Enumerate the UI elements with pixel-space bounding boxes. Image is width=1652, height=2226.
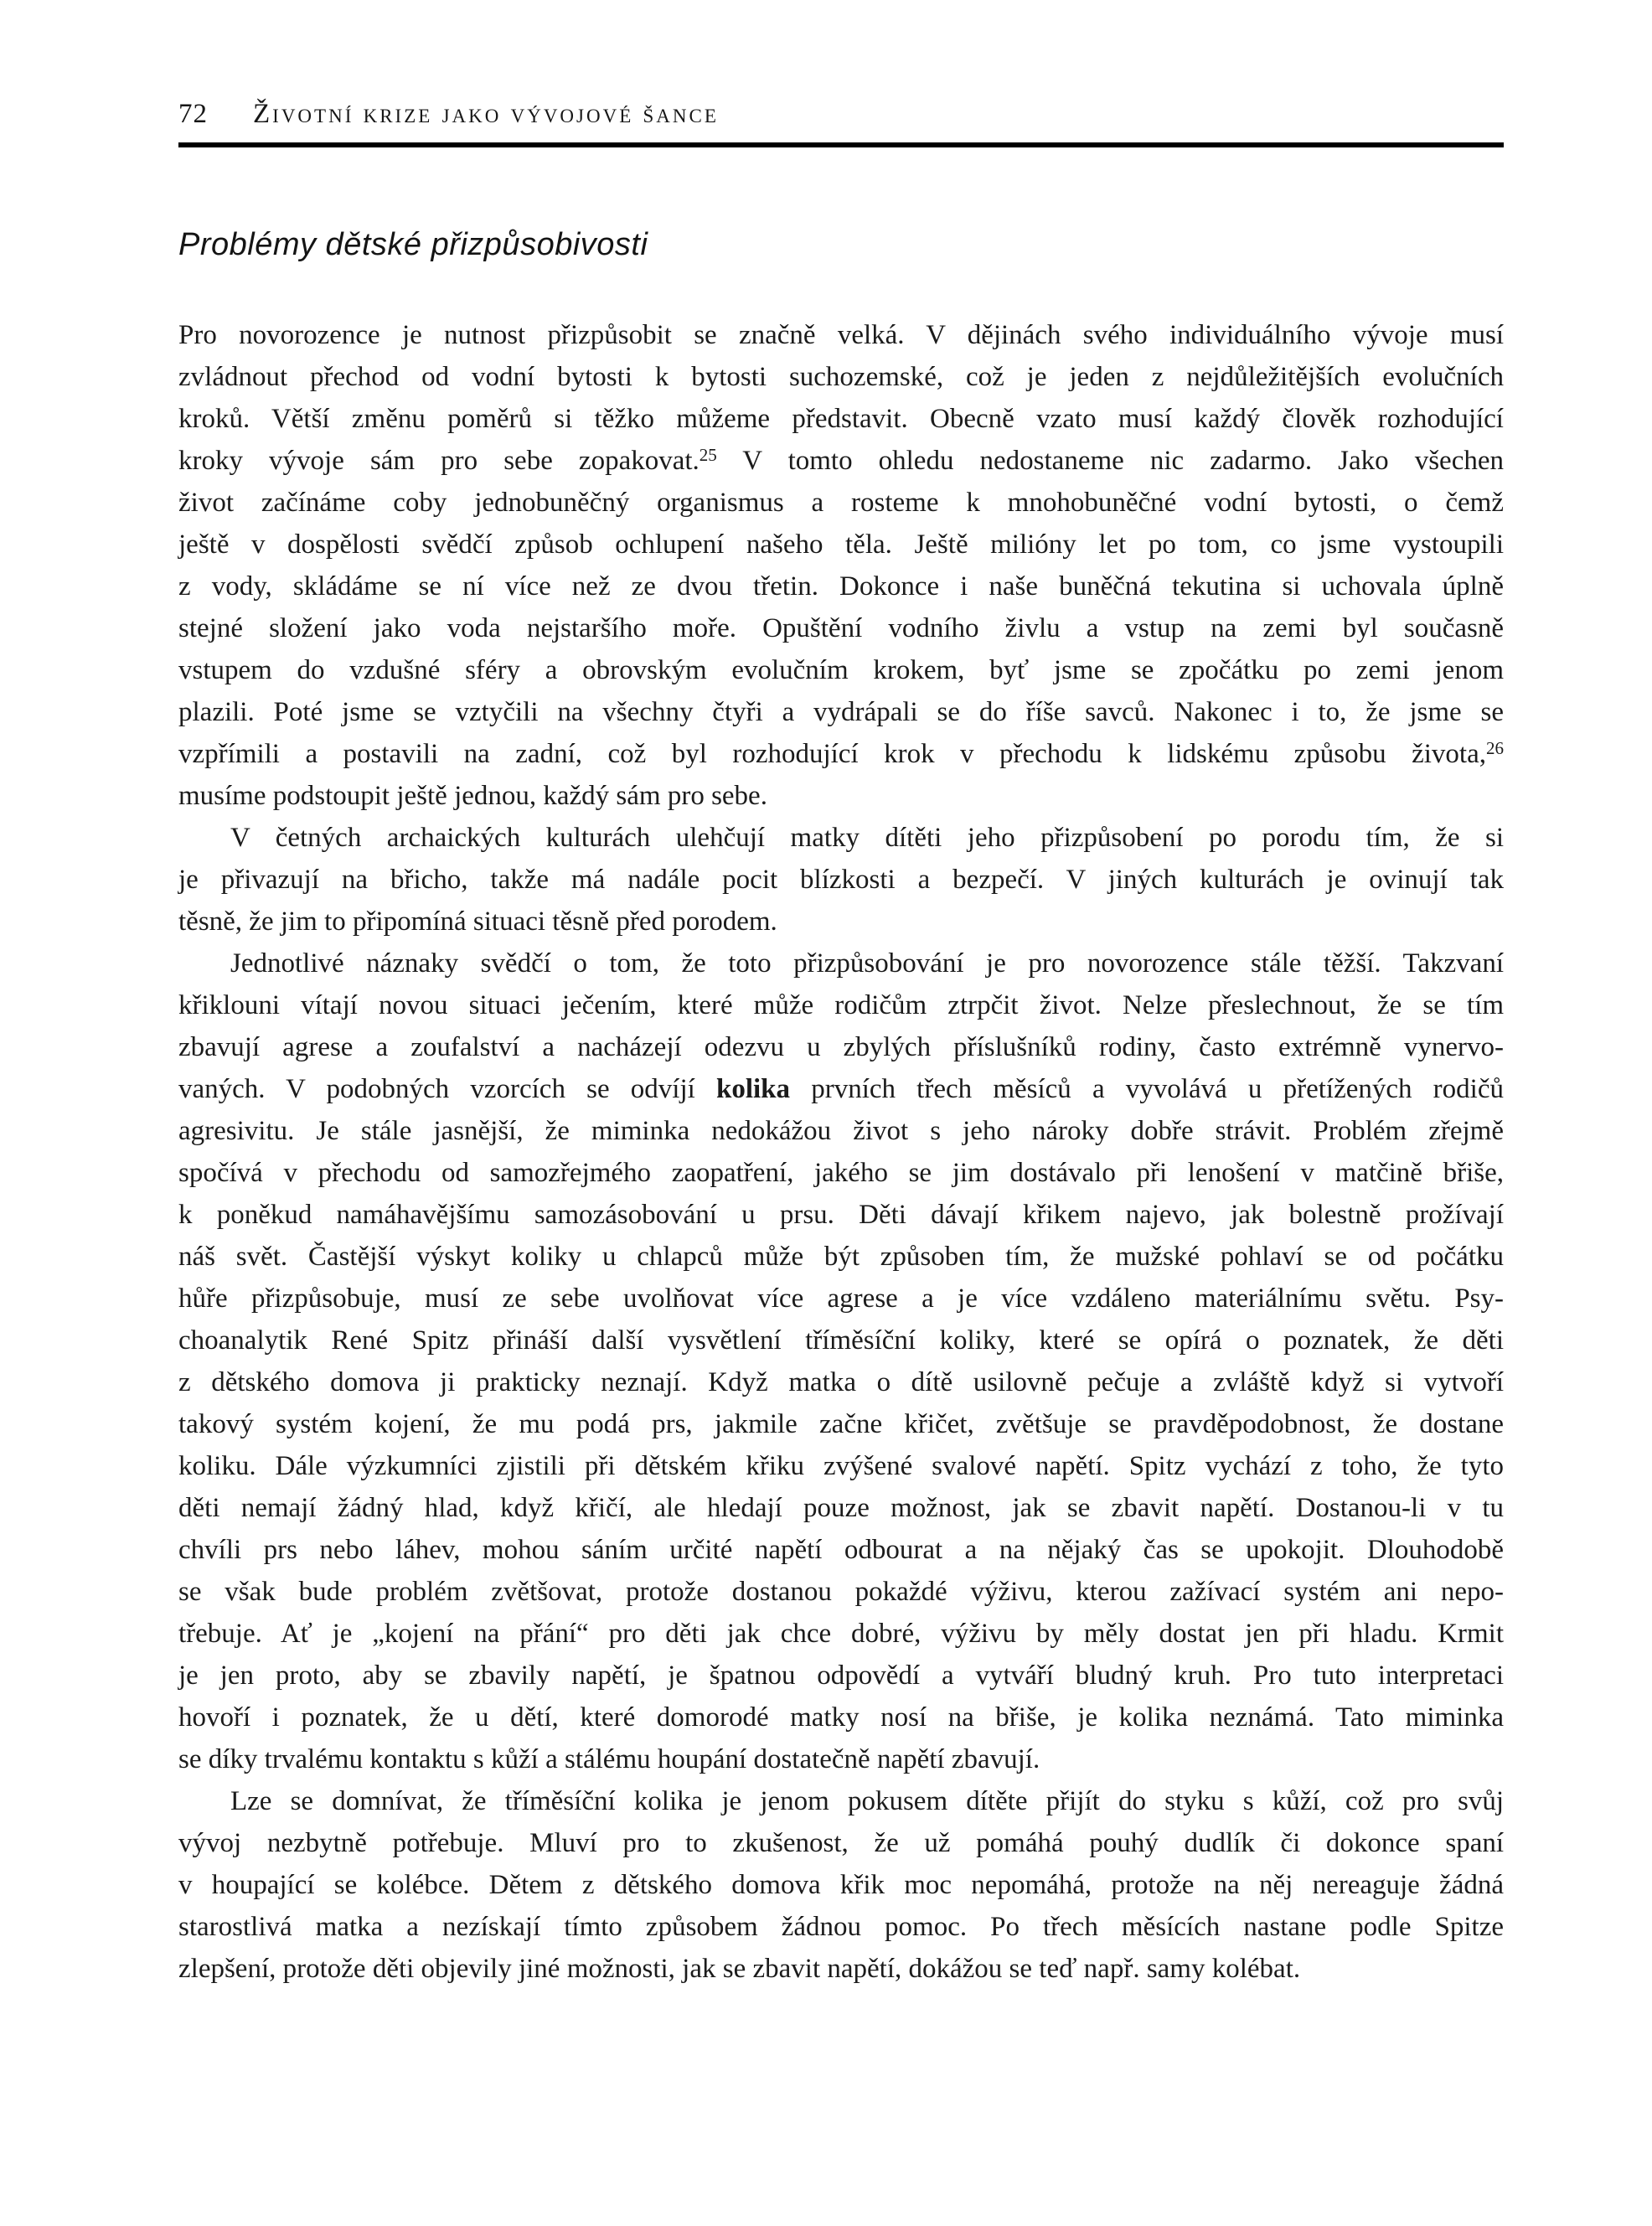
text-run: starostlivá matka a nezískají tímto způsobem žádnou pomoc. Po třech měsících nastane podle Spitze — [178, 1912, 1504, 1942]
paragraph — [178, 943, 1504, 1780]
text-line-content — [178, 1367, 1504, 1397]
text-line — [178, 1152, 1504, 1194]
text-line — [178, 1026, 1504, 1068]
text-line — [178, 1487, 1504, 1529]
text-line-content — [178, 1619, 1504, 1649]
text-line-content — [178, 1200, 1504, 1230]
text-line-content — [178, 990, 1504, 1020]
text-line — [178, 1068, 1504, 1110]
section-title: Problémy dětské přizpůsobivosti — [178, 227, 648, 262]
text-line — [178, 1278, 1504, 1320]
text-line — [178, 1403, 1504, 1445]
text-run: kroků. Větší změnu poměrů si těžko můžeme představit. Obecně vzato musí každý člověk rozhodující — [178, 404, 1504, 434]
text-run: je přivazují na břicho, takže má nadále pocit blízkosti a bezpečí. V jiných kulturách je ovinují tak — [178, 865, 1504, 895]
text-line — [178, 1864, 1504, 1906]
text-run: zvládnout přechod od vodní bytosti k bytosti suchozemské, což je jeden z nejdůležitějších evolučních — [178, 362, 1504, 392]
text-run: spočívá v přechodu od samozřejmého zaopatření, jakého se jim dostávalo při lenošení v matčině břiše, — [178, 1158, 1504, 1188]
body-text — [178, 314, 1504, 1990]
text-line-content — [178, 1283, 1504, 1314]
text-line — [178, 1613, 1504, 1655]
text-run: z vody, skládáme se ní více než ze dvou třetin. Dokonce i naše buněčná tekutina si uchovala úplně — [178, 571, 1504, 602]
text-run: V četných archaických kulturách ulehčují matky dítěti jeho přizpůsobení po porodu tím, že si — [230, 823, 1504, 853]
text-line-content — [178, 1032, 1504, 1062]
text-line-content — [178, 571, 1504, 602]
text-line-content — [178, 1493, 1504, 1523]
text-line-content — [230, 823, 1504, 853]
text-line — [178, 943, 1504, 984]
text-run: děti nemají žádný hlad, když křičí, ale hledají pouze možnost, jak se zbavit napětí. Dostanou-li v tu — [178, 1493, 1504, 1523]
text-line-content — [178, 1744, 1040, 1774]
text-line-content — [178, 697, 1504, 727]
running-title: Životní krize jako vývojové šance — [253, 99, 719, 129]
text-run: V tomto ohledu nedostaneme nic zadarmo. Jako všechen — [716, 446, 1504, 476]
text-run: agresivitu. Je stále jasnější, že miminka nedokážou život s jeho nároky dobře strávit. Problém zřejmě — [178, 1116, 1504, 1146]
bold-term: kolika — [715, 1074, 791, 1104]
text-line-content — [178, 1660, 1504, 1691]
text-run: život začínáme coby jednobuněčný organismus a rosteme k mnohobuněčné vodní bytosti, o čemž — [178, 488, 1504, 518]
text-run: zlepšení, protože děti objevily jiné možnosti, jak se zbavit napětí, dokážou se teď např. samy kolébat. — [178, 1954, 1301, 1984]
text-line-content — [178, 1828, 1504, 1858]
text-line-content — [178, 1451, 1504, 1481]
text-line-content — [178, 1954, 1300, 1984]
text-run: Lze se domnívat, že tříměsíční kolika je jenom pokusem dítěte přijít do styku s kůží, což pro svůj — [230, 1786, 1504, 1816]
text-line — [178, 1110, 1504, 1152]
text-line-content — [178, 320, 1504, 350]
text-line-content — [230, 948, 1504, 979]
text-line — [178, 1655, 1504, 1697]
text-line-content — [178, 1158, 1504, 1188]
text-line-content — [178, 1702, 1504, 1733]
text-line-content — [178, 739, 1504, 769]
text-line-content — [178, 362, 1504, 392]
text-line — [178, 524, 1504, 566]
text-line-content — [178, 488, 1504, 518]
text-line — [178, 398, 1504, 440]
text-line-content — [178, 446, 1504, 476]
page-number: 72 — [178, 99, 208, 129]
text-run: musíme podstoupit ještě jednou, každý sám pro sebe. — [178, 781, 767, 811]
text-line-content — [178, 1409, 1504, 1439]
text-run: chvíli prs nebo láhev, mohou sáním určité napětí odbourat a na nějaký čas se upokojit. Dlouhodobě — [178, 1535, 1504, 1565]
text-line — [178, 1738, 1504, 1780]
text-run: se však bude problém zvětšovat, protože dostanou pokaždé výživu, kterou zažívací systém ani nepo- — [178, 1577, 1504, 1607]
footnote-ref: 25 — [699, 444, 717, 465]
text-line — [178, 1697, 1504, 1738]
text-line-content — [178, 1325, 1504, 1356]
text-line — [178, 733, 1504, 775]
text-line-content — [230, 1786, 1504, 1816]
text-run: plazili. Poté jsme se vztyčili na všechny čtyři a vydrápali se do říše savců. Nakonec i to, že jsme se — [178, 697, 1504, 727]
text-run: stejné složení jako voda nejstaršího moře. Opuštění vodního živlu a vstup na zemi byl současně — [178, 613, 1504, 643]
text-line — [178, 482, 1504, 524]
text-line — [178, 440, 1504, 482]
text-line — [178, 1948, 1504, 1990]
text-line — [178, 859, 1504, 901]
text-line — [178, 775, 1504, 817]
paragraph — [178, 314, 1504, 817]
text-line — [178, 314, 1504, 356]
text-run: vaných. V podobných vzorcích se odvíjí — [178, 1074, 716, 1104]
text-line — [178, 1361, 1504, 1403]
text-run: hovoří i poznatek, že u dětí, které domorodé matky nosí na břiše, je kolika neznámá. Tato miminka — [178, 1702, 1504, 1733]
paragraph — [178, 817, 1504, 943]
text-run: těsně, že jim to připomíná situaci těsně před porodem. — [178, 906, 777, 937]
text-run: je jen proto, aby se zbavily napětí, je špatnou odpovědí a vytváří bludný kruh. Pro tuto interpretaci — [178, 1660, 1504, 1691]
text-run: třebuje. Ať je „kojení na přání“ pro děti jak chce dobré, výživu by měly dostat jen při hladu. Krmit — [178, 1619, 1504, 1649]
text-line — [178, 607, 1504, 649]
text-line — [178, 356, 1504, 398]
text-run: křiklouni vítají novou situaci ječením, které může rodičům ztrpčit život. Nelze přeslechnout, že se tím — [178, 990, 1504, 1020]
text-run: prvních třech měsíců a vyvolává u přetížených rodičů — [790, 1074, 1504, 1104]
header-rule — [178, 142, 1504, 147]
text-line — [178, 1236, 1504, 1278]
text-line — [178, 1320, 1504, 1361]
text-run: koliku. Dále výzkumníci zjistili při dětském křiku zvýšené svalové napětí. Spitz vychází z toho, že tyto — [178, 1451, 1504, 1481]
text-line-content — [178, 404, 1504, 434]
text-run: choanalytik René Spitz přináší další vysvětlení tříměsíční koliky, které se opírá o poznatek, že děti — [178, 1325, 1504, 1356]
text-line — [178, 1194, 1504, 1236]
text-run: náš svět. Častější výskyt koliky u chlapců může být způsoben tím, že mužské pohlaví se od počátku — [178, 1242, 1505, 1272]
text-line-content — [178, 529, 1504, 560]
text-run: Jednotlivé náznaky svědčí o tom, že toto přizpůsobování je pro novorozence stále těžší. Takzvaní — [230, 948, 1504, 979]
text-line — [178, 1571, 1504, 1613]
text-line-content — [178, 1912, 1504, 1942]
text-line — [178, 984, 1504, 1026]
text-line — [178, 1445, 1504, 1487]
text-line-content — [178, 865, 1504, 895]
text-run: ještě v dospělosti svědčí způsob ochlupení našeho těla. Ještě milióny let po tom, co jsme vystoupili — [178, 529, 1504, 560]
text-line — [178, 1780, 1504, 1822]
text-line — [178, 817, 1504, 859]
text-line-content — [178, 1074, 1504, 1104]
text-run: takový systém kojení, že mu podá prs, jakmile začne křičet, zvětšuje se pravděpodobnost, že dostane — [178, 1409, 1504, 1439]
paragraph — [178, 1780, 1504, 1990]
text-line-content — [178, 1577, 1504, 1607]
text-run: Pro novorozence je nutnost přizpůsobit se značně velká. V dějinách svého individuálního vývoje musí — [178, 320, 1504, 350]
footnote-ref: 26 — [1486, 737, 1504, 758]
text-line-content — [178, 1242, 1504, 1272]
text-line-content — [178, 1116, 1504, 1146]
text-run: k poněkud namáhavějšímu samozásobování u prsu. Děti dávají křikem najevo, jak bolestně prožívají — [178, 1200, 1504, 1230]
page-header — [178, 99, 1504, 129]
text-line — [178, 566, 1504, 607]
text-line-content — [178, 781, 767, 811]
text-line-content — [178, 613, 1504, 643]
text-run: z dětského domova ji prakticky neznají. Když matka o dítě usilovně pečuje a zvláště když si vytvoří — [178, 1367, 1504, 1397]
text-line — [178, 901, 1504, 943]
text-line — [178, 1822, 1504, 1864]
text-line-content — [178, 906, 777, 937]
text-line-content — [178, 1535, 1504, 1565]
text-run: hůře přizpůsobuje, musí ze sebe uvolňovat více agrese a je více vzdáleno materiálnímu světu. Psy- — [178, 1283, 1505, 1314]
text-run: vývoj nezbytně potřebuje. Mluví pro to zkušenost, že už pomáhá pouhý dudlík či dokonce spaní — [178, 1828, 1505, 1858]
text-line — [178, 1906, 1504, 1948]
text-run: se díky trvalému kontaktu s kůží a stálému houpání dostatečně napětí zbavují. — [178, 1744, 1040, 1774]
text-run: kroky vývoje sám pro sebe zopakovat. — [178, 446, 700, 476]
text-line — [178, 649, 1504, 691]
text-line-content — [178, 1870, 1504, 1900]
text-run: zbavují agrese a zoufalství a nacházejí odezvu u zbylých příslušníků rodiny, často extrémně vynervo- — [178, 1032, 1504, 1062]
text-line — [178, 691, 1504, 733]
text-line-content — [178, 655, 1504, 685]
text-run: vstupem do vzdušné sféry a obrovským evolučním krokem, byť jsme se zpočátku po zemi jenom — [178, 655, 1504, 685]
text-line — [178, 1529, 1504, 1571]
text-run: v houpající se kolébce. Dětem z dětského domova křik moc nepomáhá, protože na něj nereaguje žádná — [178, 1870, 1505, 1900]
text-run: vzpřímili a postavili na zadní, což byl rozhodující krok v přechodu k lidskému způsobu života, — [178, 739, 1486, 769]
